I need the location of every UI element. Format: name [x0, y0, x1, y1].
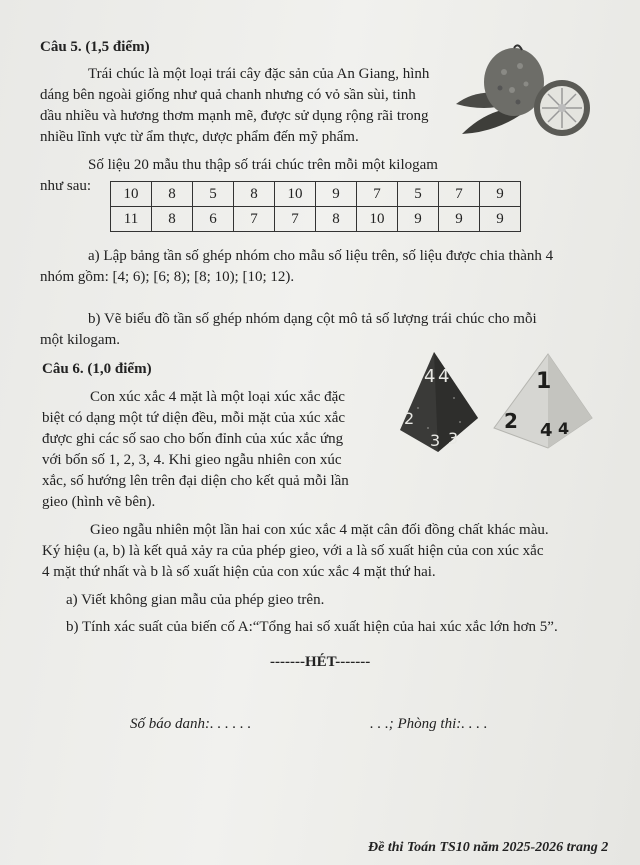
chuc-fruit-illustration	[452, 44, 600, 140]
q6-para1-line: biệt có dạng một tứ diện đều, mỗi mặt của xúc xắc	[42, 410, 346, 426]
table-cell: 8	[316, 207, 357, 232]
table-cell: 8	[152, 207, 193, 232]
q6-part-b: b) Tính xác suất của biến cố A:“Tổng hai số xuất hiện của hai xúc xắc lớn hơn 5”.	[66, 619, 558, 635]
table-row	[111, 182, 521, 207]
table-cell: 5	[398, 182, 439, 207]
q5-para2-line: như sau:	[40, 178, 92, 194]
page-footer: Đề thi Toán TS10 năm 2025-2026 trang 2	[368, 840, 609, 855]
table-cell: 9	[316, 182, 357, 207]
dice-number: 4	[438, 366, 450, 387]
q5-para2-line: Số liệu 20 mẫu thu thập số trái chúc trên mỗi một kilogam	[88, 157, 438, 173]
q5-para1-line: Trái chúc là một loại trái cây đặc sản của An Giang, hình	[88, 66, 430, 82]
q5-part-b-line: b) Vẽ biểu đồ tần số ghép nhóm dạng cột mô tả số lượng trái chúc cho mỗi	[88, 311, 537, 327]
q6-para2-line: Ký hiệu (a, b) là kết quả xảy ra của phép gieo, với a là số xuất hiện của con xúc xắc	[42, 543, 544, 559]
exam-room-label: . . .; Phòng thi:. . . .	[370, 716, 488, 732]
table-cell: 9	[439, 207, 480, 232]
dice-number: 2	[404, 409, 415, 428]
q5-part-b-line: một kilogam.	[40, 332, 120, 348]
q6-para2-line: 4 mặt thứ nhất và b là số xuất hiện của con xúc xắc 4 mặt thứ hai.	[42, 564, 436, 580]
q6-para1-line: xắc, số hướng lên trên đại diện cho kết quả mỗi lần	[42, 473, 349, 489]
dice-number: 4	[558, 419, 570, 438]
q6-part-a: a) Viết không gian mẫu của phép gieo trên.	[66, 592, 325, 608]
table-cell: 8	[234, 182, 275, 207]
tetrahedral-dice-illustration	[398, 348, 598, 458]
q6-title: Câu 6. (1,0 điểm)	[42, 361, 152, 377]
dice-number: 1	[536, 369, 552, 394]
q5-para1-line: dáng bên ngoài giống như quả chanh nhưng có vỏ sần sùi, tinh	[40, 87, 416, 103]
q6-para1-line: được ghi các số sao cho bốn đỉnh của xúc xắc ứng	[42, 431, 344, 447]
sample-data-table	[110, 181, 521, 232]
q6-para1-line: Con xúc xắc 4 mặt là một loại xúc xắc đặc	[90, 389, 345, 405]
q5-para1-line: dầu nhiều và hương thơm mạnh mẽ, được sử dụng rộng rãi trong	[40, 108, 429, 124]
q5-part-a-line: a) Lập bảng tần số ghép nhóm cho mẫu số liệu trên, số liệu được chia thành 4	[88, 248, 554, 264]
table-cell: 10	[111, 182, 152, 207]
table-cell: 11	[111, 207, 152, 232]
q5-part-a-line: nhóm gồm: [4; 6); [6; 8); [8; 10); [10; 12).	[40, 269, 295, 285]
q5-para1-line: nhiều lĩnh vực từ ẩm thực, dược phẩm đến mỹ phẩm.	[40, 129, 359, 145]
q6-para1-line: gieo (hình vẽ bên).	[42, 494, 156, 510]
candidate-number-label: Số báo danh:. . . . . .	[130, 716, 252, 732]
q5-title: Câu 5. (1,5 điểm)	[40, 39, 150, 55]
table-cell: 5	[193, 182, 234, 207]
table-cell: 9	[398, 207, 439, 232]
table-cell: 7	[439, 182, 480, 207]
dice-number: 4	[424, 366, 436, 387]
end-marker: -------HÉT-------	[270, 654, 371, 670]
table-cell: 7	[234, 207, 275, 232]
table-cell: 8	[152, 182, 193, 207]
table-cell: 7	[357, 182, 398, 207]
table-cell: 10	[275, 182, 316, 207]
q6-para1-line: với bốn số 1, 2, 3, 4. Khi gieo ngẫu nhiên con xúc	[42, 452, 342, 468]
table-cell: 6	[193, 207, 234, 232]
table-cell: 9	[480, 182, 521, 207]
table-row	[111, 207, 521, 232]
table-cell: 9	[480, 207, 521, 232]
table-cell: 10	[357, 207, 398, 232]
dice-number: 4	[540, 420, 553, 441]
dice-number: 3	[430, 431, 441, 450]
dice-number: 2	[504, 409, 518, 433]
q6-para2-line: Gieo ngẫu nhiên một lần hai con xúc xắc 4 mặt cân đối đồng chất khác màu.	[90, 522, 549, 538]
table-cell: 7	[275, 207, 316, 232]
dice-number: 3	[448, 429, 459, 448]
